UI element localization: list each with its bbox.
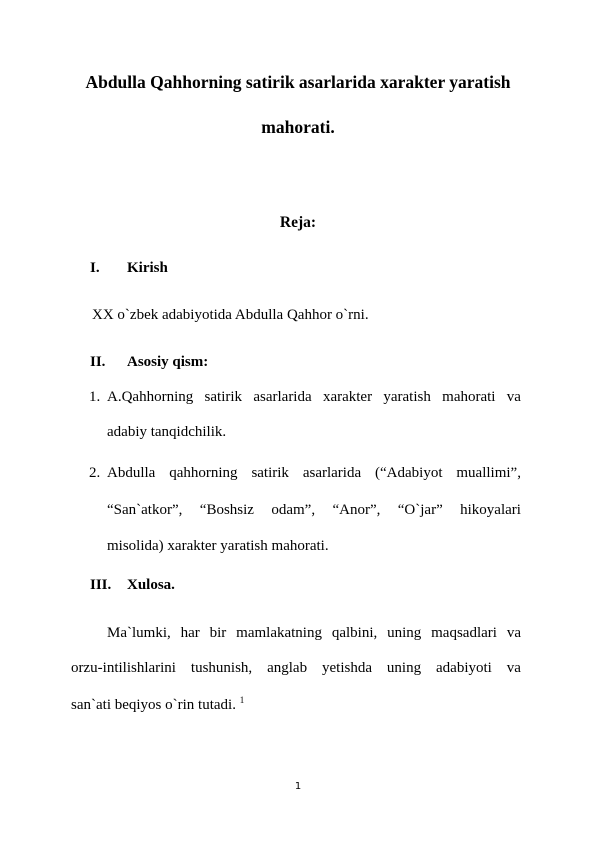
plan-heading: Reja:	[279, 214, 317, 231]
word: har	[180, 625, 200, 641]
page-number: 1	[294, 781, 302, 792]
word: qahhorning	[169, 465, 238, 481]
item-2-line-3: misolida) xarakter yaratish mahorati.	[107, 538, 329, 554]
word: “Boshsiz	[199, 502, 254, 518]
intro-item: XX o`zbek adabiyotida Abdulla Qahhor o`rni.	[92, 307, 369, 323]
word: asarlarida	[302, 465, 362, 481]
word: qalbini,	[331, 625, 378, 641]
word: odam”,	[271, 502, 316, 518]
word: “Anor”,	[332, 502, 381, 518]
word: muallimi”,	[456, 465, 521, 481]
paragraph-line-3	[71, 695, 244, 714]
word: anglab	[267, 660, 308, 676]
section-numeral-1: I.	[90, 260, 100, 276]
section-label-2: Asosiy qism:	[127, 354, 209, 370]
word: va	[506, 625, 521, 641]
item-2-line-1	[107, 465, 521, 482]
item-2-line-2	[107, 502, 521, 519]
word: mamlakatning	[236, 625, 322, 641]
word: orzu-intilishlarini	[71, 660, 176, 676]
word: adabiyoti	[436, 660, 492, 676]
word: va	[506, 660, 521, 676]
word: Ma`lumki,	[107, 625, 171, 641]
item-number-2: 2.	[89, 465, 101, 481]
paragraph-line-3-text: san`ati beqiyos o`rin tutadi.	[71, 697, 236, 713]
word: satirik	[251, 465, 289, 481]
word: mahorati	[442, 389, 496, 405]
word: xarakter	[322, 389, 373, 405]
document-title-line-2: mahorati.	[261, 117, 335, 137]
section-label-3: Xulosa.	[127, 577, 175, 593]
word: yaratish	[383, 389, 431, 405]
word: Abdulla	[107, 465, 156, 481]
paragraph-line-1	[107, 625, 521, 642]
word: uning	[386, 660, 422, 676]
word: “San`atkor”,	[107, 502, 183, 518]
item-number-1: 1.	[89, 389, 101, 405]
paragraph-line-2	[71, 660, 521, 677]
item-1-line-1	[107, 389, 521, 406]
word: tushunish,	[190, 660, 253, 676]
item-1-line-2: adabiy tanqidchilik.	[107, 424, 227, 440]
word: (“Adabiyot	[375, 465, 443, 481]
document-title-line-1: Abdulla Qahhorning satirik asarlarida xarakter yaratish	[85, 72, 511, 92]
word: “O`jar”	[397, 502, 443, 518]
word: yetishda	[322, 660, 372, 676]
section-numeral-3: III.	[90, 577, 112, 593]
word: va	[506, 389, 521, 405]
word: hikoyalari	[460, 502, 521, 518]
word: asarlarida	[253, 389, 312, 405]
word: A.Qahhorning	[107, 389, 194, 405]
word: bir	[209, 625, 227, 641]
section-label-1: Kirish	[127, 260, 168, 276]
footnote-reference[interactable]: 1	[239, 695, 245, 705]
word: satirik	[204, 389, 243, 405]
word: uning	[387, 625, 422, 641]
section-numeral-2: II.	[90, 354, 106, 370]
word: maqsadlari	[431, 625, 497, 641]
